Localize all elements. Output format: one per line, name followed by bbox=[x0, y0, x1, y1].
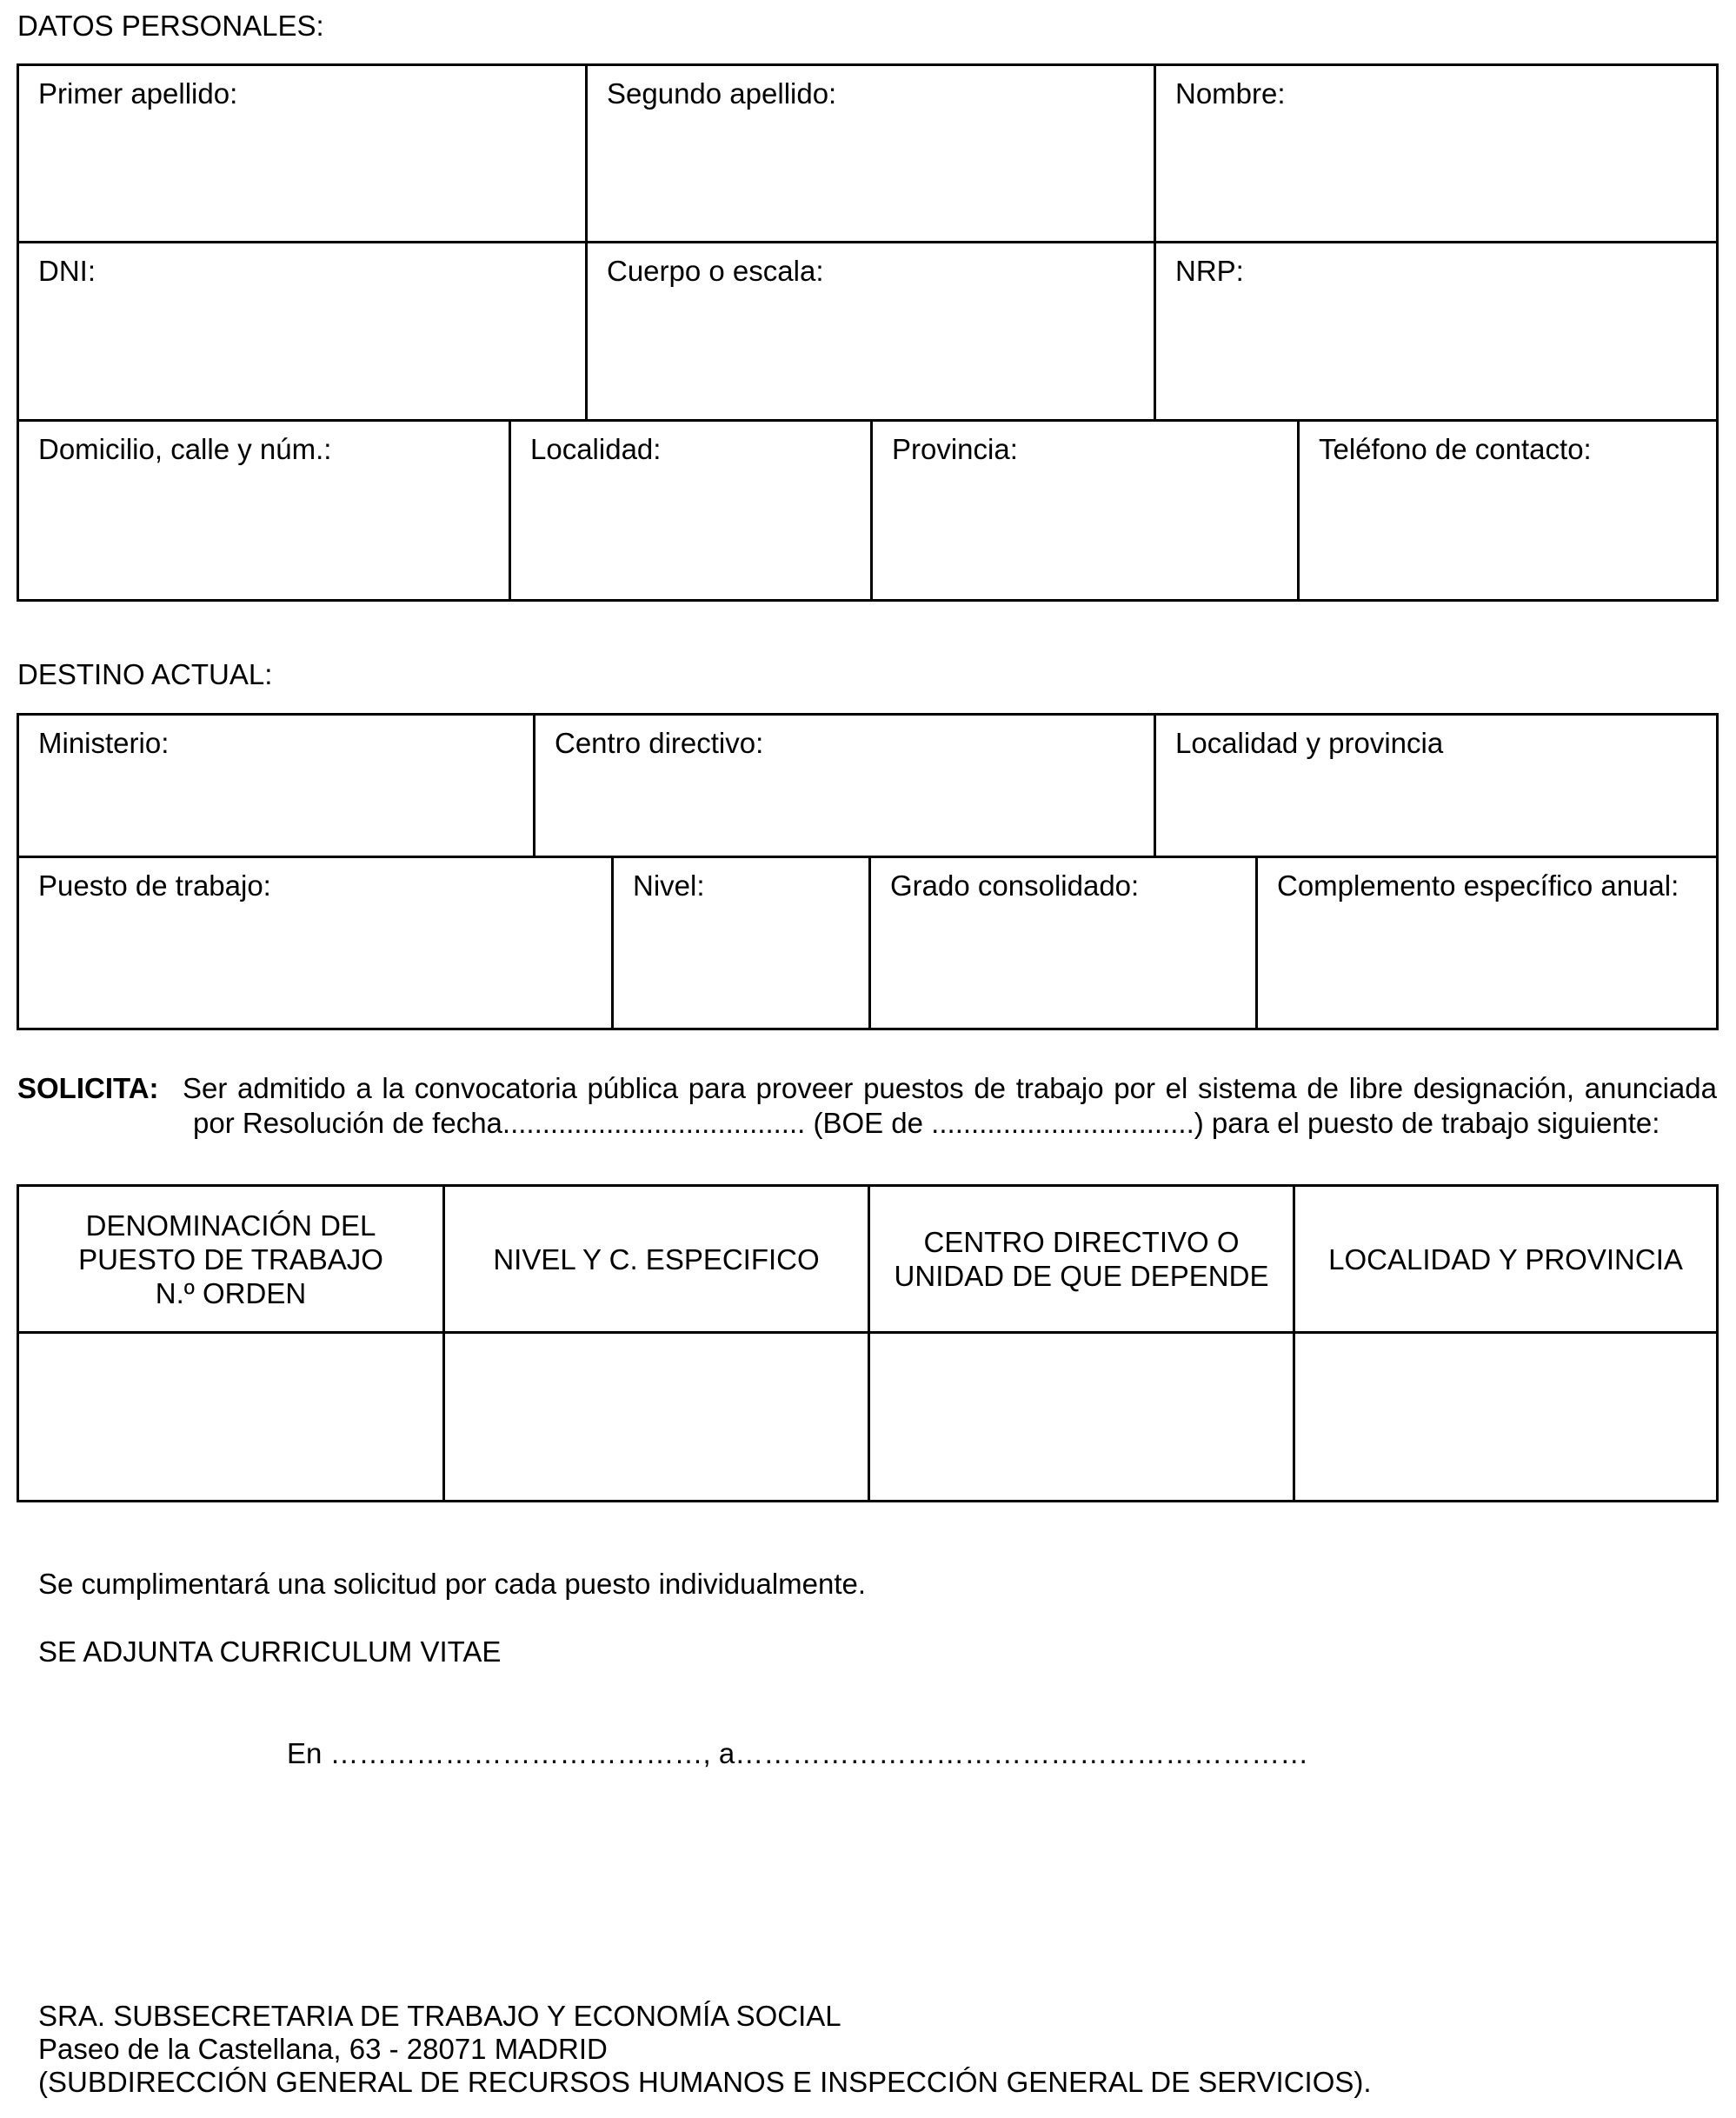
personal-row-2 bbox=[19, 241, 1716, 419]
request-text-line-1: Ser admitido a la convocatoria pública para proveer puestos de trabajo por el sistema de libre designación, anunciada bbox=[183, 1072, 1717, 1104]
consolidated-grade-label: Grado consolidado: bbox=[890, 869, 1140, 902]
requested-post-table bbox=[17, 1184, 1719, 1502]
second-surname-field[interactable] bbox=[588, 66, 1156, 241]
province-field[interactable] bbox=[873, 422, 1300, 599]
personal-data-table bbox=[17, 63, 1719, 602]
level-specific-input[interactable] bbox=[445, 1334, 870, 1500]
dni-label: DNI: bbox=[38, 255, 96, 287]
phone-label: Teléfono de contacto: bbox=[1319, 433, 1592, 465]
nrp-label: NRP: bbox=[1175, 255, 1244, 287]
annual-supplement-label: Complemento específico anual: bbox=[1277, 869, 1679, 902]
directive-center-label: Centro directivo: bbox=[555, 727, 764, 759]
locality-province-field[interactable] bbox=[1156, 716, 1716, 856]
locality-label: Localidad: bbox=[530, 433, 662, 465]
consolidated-grade-field[interactable] bbox=[871, 858, 1258, 1028]
current-row-2 bbox=[19, 856, 1716, 1028]
post-name-input[interactable] bbox=[19, 1334, 445, 1500]
cv-attached-note: SE ADJUNTA CURRICULUM VITAE bbox=[38, 1635, 502, 1668]
place-date-line[interactable]: En …………………………………, a…………………………………………………… bbox=[287, 1737, 1309, 1769]
current-row-1 bbox=[19, 716, 1716, 856]
directive-center-field[interactable] bbox=[535, 716, 1156, 856]
one-request-per-post-note: Se cumplimentará una solicitud por cada puesto individualmente. bbox=[38, 1568, 867, 1600]
header-directive-center-line-1: CENTRO DIRECTIVO O bbox=[923, 1226, 1240, 1258]
addressee-line-1: SRA. SUBSECRETARIA DE TRABAJO Y ECONOMÍA SOCIAL bbox=[38, 2000, 841, 2032]
locality-field[interactable] bbox=[511, 422, 873, 599]
corps-scale-label: Cuerpo o escala: bbox=[607, 255, 824, 287]
personal-row-1 bbox=[19, 66, 1716, 241]
address-label: Domicilio, calle y núm.: bbox=[38, 433, 332, 465]
header-directive-center-line-2: UNIDAD DE QUE DEPENDE bbox=[894, 1260, 1269, 1292]
job-post-label: Puesto de trabajo: bbox=[38, 869, 271, 902]
request-label: SOLICITA: bbox=[17, 1072, 159, 1104]
header-locality-province bbox=[1295, 1187, 1716, 1331]
current-post-table bbox=[17, 713, 1719, 1030]
directive-center-input[interactable] bbox=[870, 1334, 1295, 1500]
personal-row-3 bbox=[19, 419, 1716, 599]
requested-post-header-row bbox=[19, 1187, 1716, 1331]
current-post-title: DESTINO ACTUAL: bbox=[17, 658, 273, 690]
header-post-name bbox=[19, 1187, 445, 1331]
phone-field[interactable] bbox=[1300, 422, 1716, 599]
header-locality-province-text: LOCALIDAD Y PROVINCIA bbox=[1328, 1242, 1683, 1275]
requested-post-value-row bbox=[19, 1331, 1716, 1500]
name-field[interactable] bbox=[1156, 66, 1716, 241]
first-surname-label: Primer apellido: bbox=[38, 77, 238, 110]
addressee-line-3: (SUBDIRECCIÓN GENERAL DE RECURSOS HUMANOS E INSPECCIÓN GENERAL DE SERVICIOS). bbox=[38, 2066, 1372, 2098]
dni-field[interactable] bbox=[19, 243, 588, 419]
header-post-name-line-1: DENOMINACIÓN DEL bbox=[85, 1209, 376, 1242]
level-label: Nivel: bbox=[633, 869, 705, 902]
addressee-line-2: Paseo de la Castellana, 63 - 28071 MADRID bbox=[38, 2033, 608, 2065]
second-surname-label: Segundo apellido: bbox=[607, 77, 837, 110]
level-field[interactable] bbox=[614, 858, 871, 1028]
corps-scale-field[interactable] bbox=[588, 243, 1156, 419]
header-post-name-line-3: N.º ORDEN bbox=[155, 1276, 307, 1309]
address-field[interactable] bbox=[19, 422, 511, 599]
request-text-line-2: por Resolución de fecha...................................... (BOE de .................................) para el puesto de trabajo siguiente: bbox=[193, 1107, 1660, 1139]
locality-province-input[interactable] bbox=[1295, 1334, 1716, 1500]
locality-province-label: Localidad y provincia bbox=[1175, 727, 1444, 759]
header-post-name-line-2: PUESTO DE TRABAJO bbox=[78, 1242, 383, 1275]
header-level bbox=[445, 1187, 870, 1331]
annual-supplement-field[interactable] bbox=[1258, 858, 1716, 1028]
request-statement bbox=[17, 1071, 1717, 1141]
header-level-text: NIVEL Y C. ESPECIFICO bbox=[493, 1242, 820, 1275]
personal-data-title: DATOS PERSONALES: bbox=[17, 10, 324, 42]
first-surname-field[interactable] bbox=[19, 66, 588, 241]
ministry-label: Ministerio: bbox=[38, 727, 170, 759]
ministry-field[interactable] bbox=[19, 716, 535, 856]
header-directive-center bbox=[870, 1187, 1295, 1331]
nrp-field[interactable] bbox=[1156, 243, 1716, 419]
job-post-field[interactable] bbox=[19, 858, 614, 1028]
addressee-block bbox=[38, 2000, 1372, 2099]
province-label: Provincia: bbox=[892, 433, 1018, 465]
name-label: Nombre: bbox=[1175, 77, 1286, 110]
